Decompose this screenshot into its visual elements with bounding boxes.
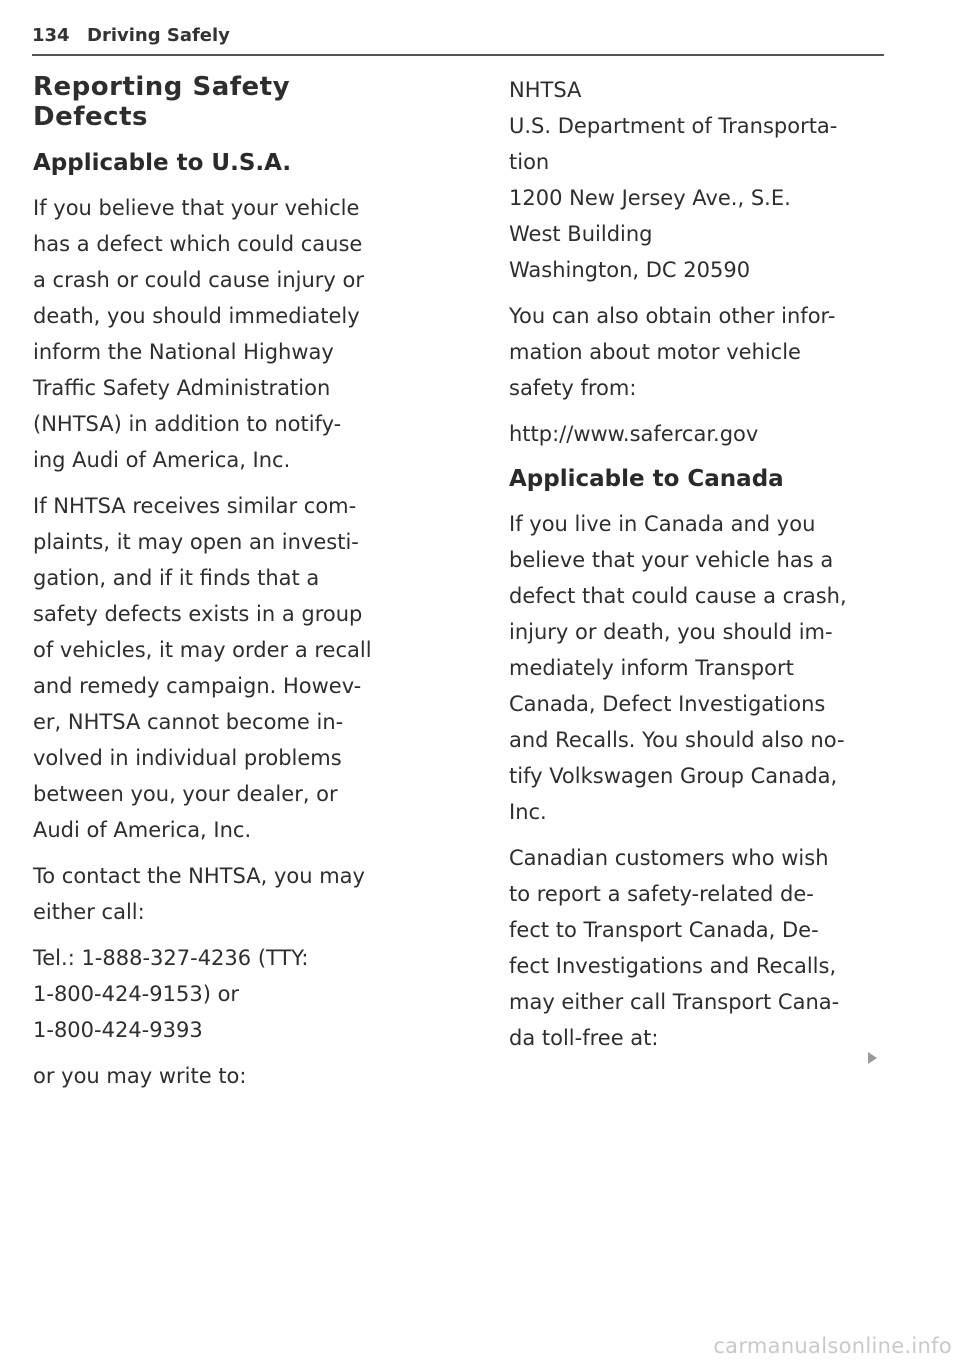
usa-paragraph-2: If NHTSA receives similar com- plaints, it may open an investi- gation, and if it finds that a safety defects exists in a group of vehicles, it may order a recall and remedy campaign. Howev- er, NHTSA cannot become in- volved in individual problems between you, your dealer, or Audi of America, Inc. — [33, 494, 372, 842]
usa-paragraph-1: If you believe that your vehicle has a defect which could cause a crash or could cause injury or death, you should immediately inform the National Highway Traffic Safety Administration (NHTSA) in addition to notify- ing Audi of America, Inc. — [33, 196, 364, 472]
usa-heading: Applicable to U.S.A. — [33, 150, 292, 176]
usa-paragraph-3: To contact the NHTSA, you may either call: — [33, 864, 365, 924]
info-paragraph: You can also obtain other infor- mation about motor vehicle safety from: — [509, 304, 836, 400]
left-column — [33, 72, 428, 1104]
canada-paragraph-1: If you live in Canada and you believe that your vehicle has a defect that could cause a crash, injury or death, you should im- mediately inform Transport Canada, Defect Investigations and Recalls. You should also no- tify Volkswagen Group Canada, Inc. — [509, 512, 847, 824]
page-number: 134 — [32, 25, 70, 46]
safercar-url: http://www.safercar.gov — [509, 422, 759, 446]
canada-paragraph-2: Canadian customers who wish to report a safety-related de- fect to Transport Canada, De- fect Investigations and Recalls, may either call Transport Cana- da toll-free at: — [509, 846, 840, 1050]
page-header — [32, 22, 884, 56]
triangle-right-icon — [868, 1052, 877, 1064]
nhtsa-address: NHTSA U.S. Department of Transporta- tion 1200 New Jersey Ave., S.E. West Building Washington, DC 20590 — [509, 78, 838, 282]
phone-numbers: Tel.: 1-888-327-4236 (TTY: 1-800-424-9153) or 1-800-424-9393 — [33, 946, 309, 1042]
canada-heading: Applicable to Canada — [509, 466, 784, 492]
section-title: Driving Safely — [87, 25, 230, 46]
watermark: carmanualsonline.info — [713, 1334, 952, 1358]
page-title: Reporting Safety Defects — [33, 72, 291, 132]
usa-paragraph-5: or you may write to: — [33, 1064, 247, 1088]
right-column — [509, 72, 904, 1066]
